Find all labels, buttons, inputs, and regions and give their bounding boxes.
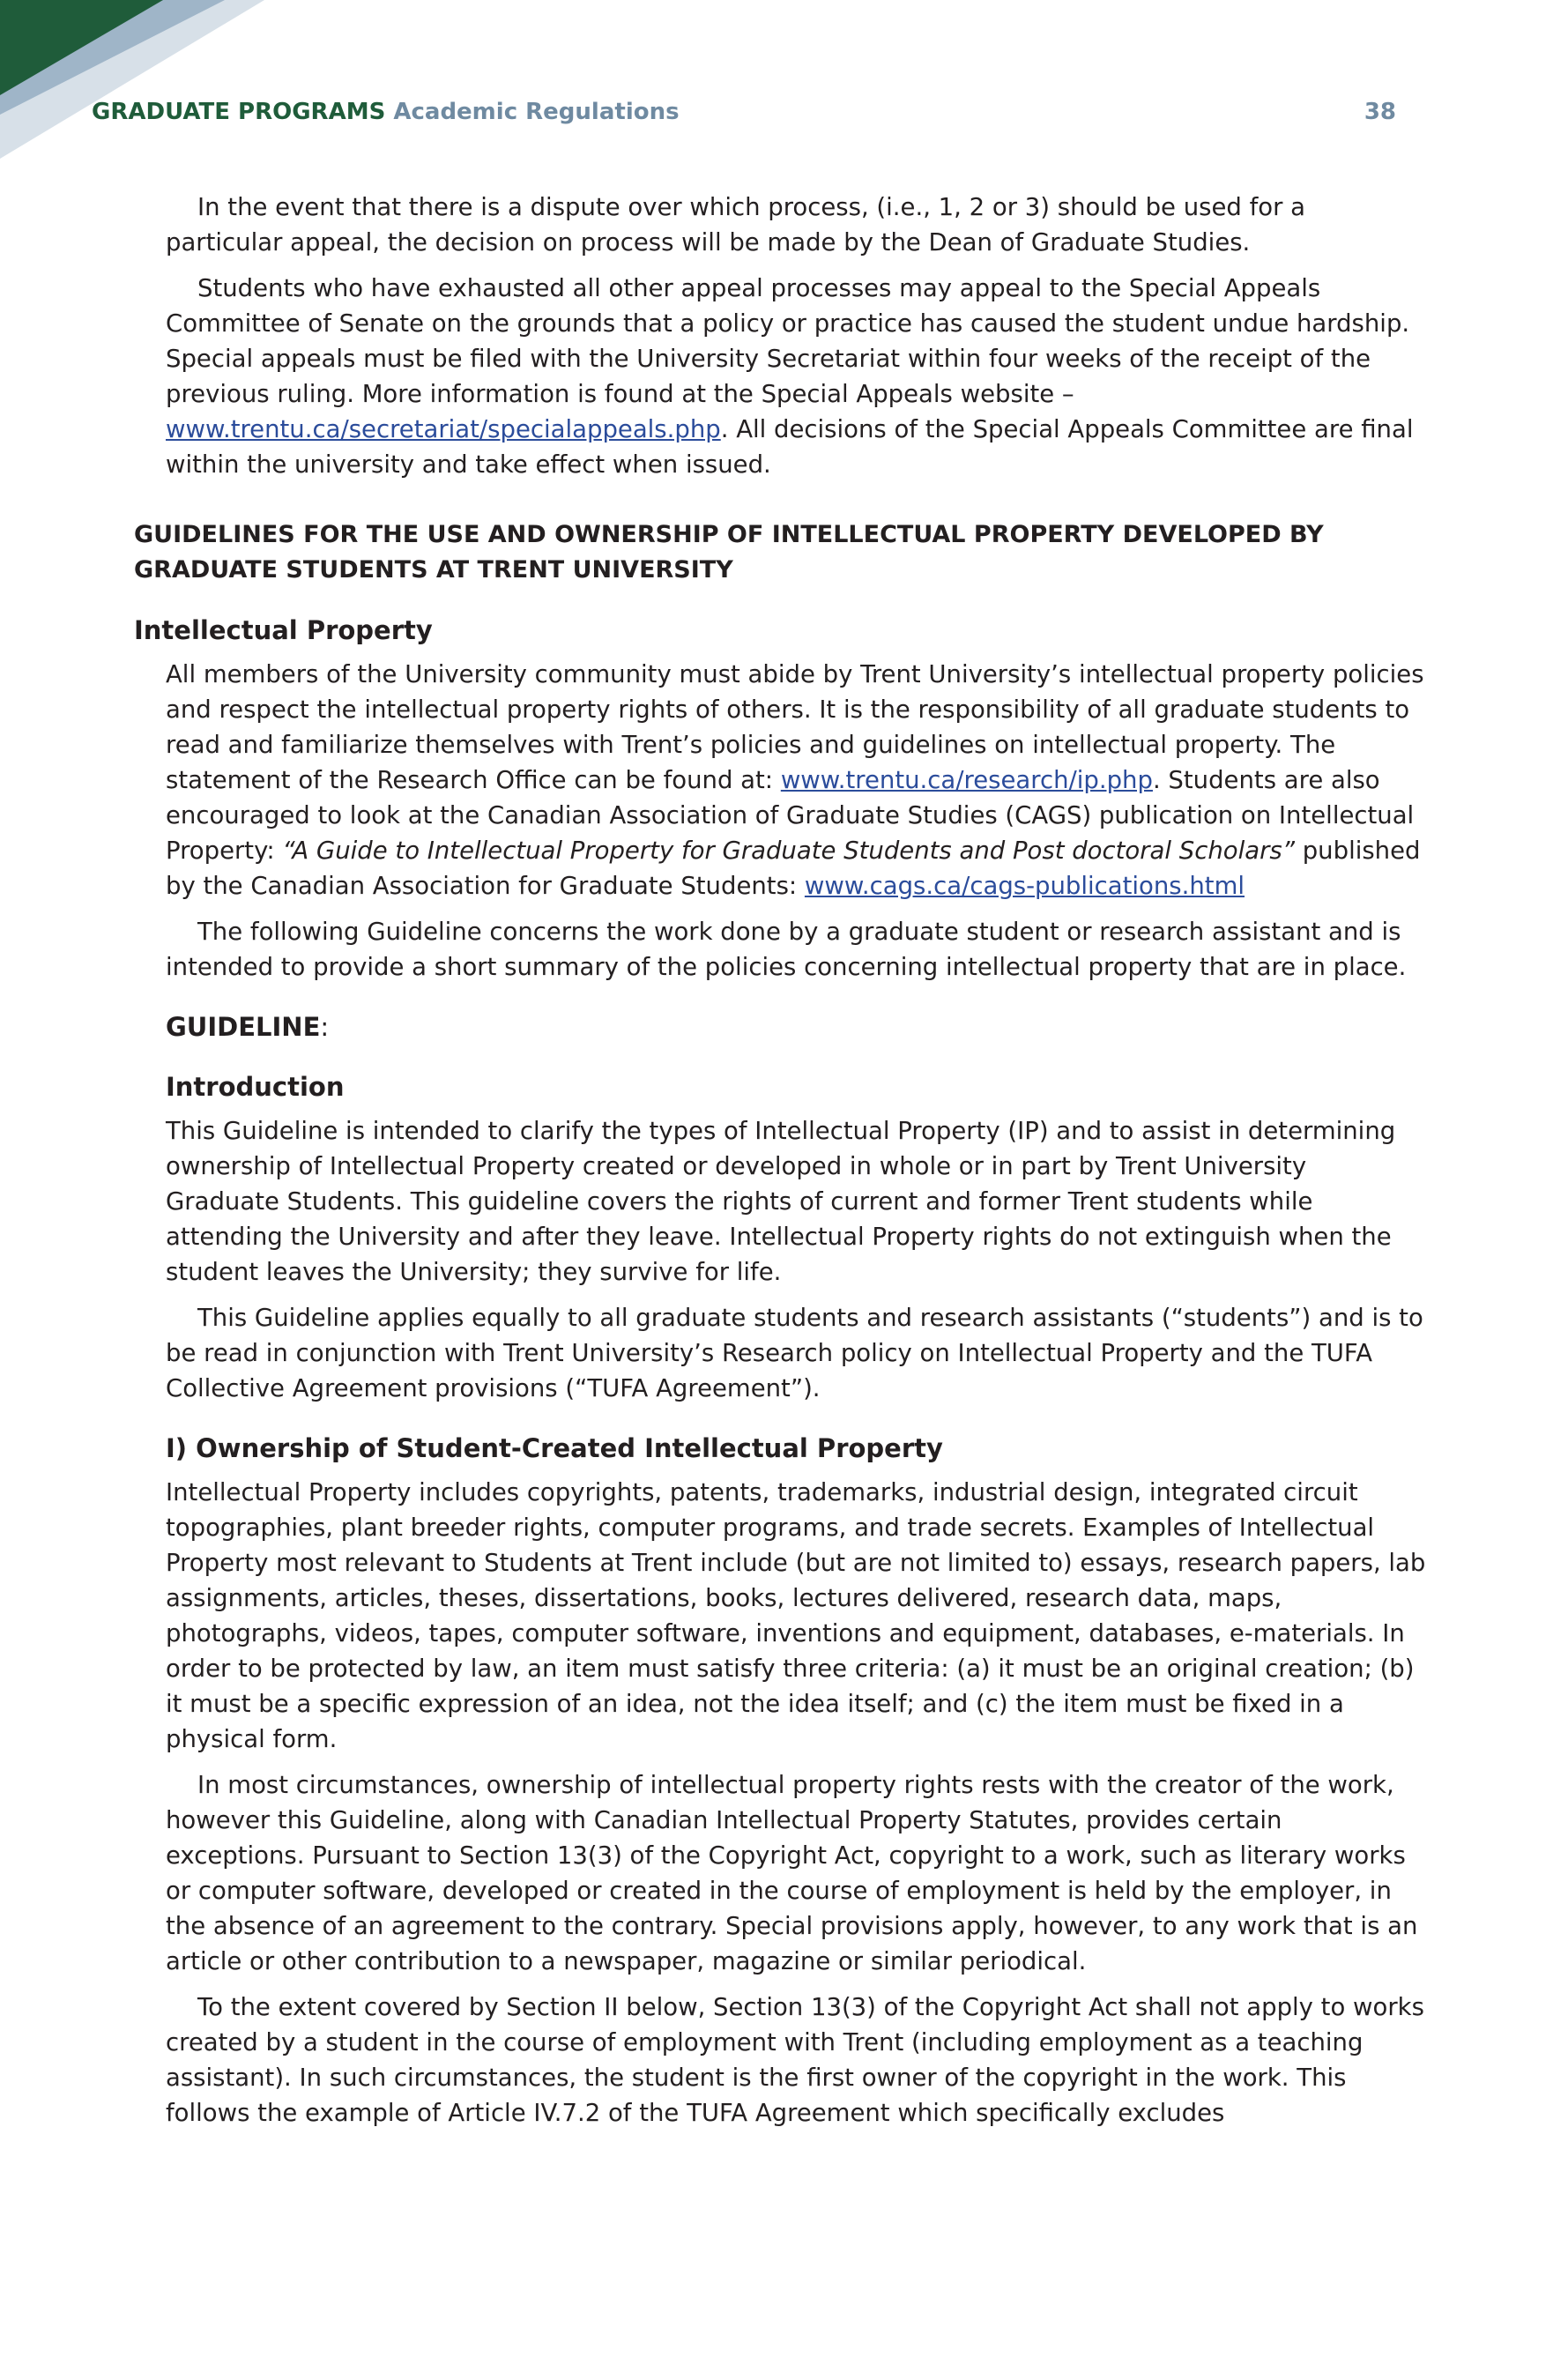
publication-title: “A Guide to Intellectual Property for Graduate Students and Post doctoral Scholars” (282, 837, 1295, 865)
running-header (92, 99, 1396, 125)
paragraph-following-guideline: The following Guideline concerns the work done by a graduate student or research assistant and is intended to provide a short summary of the policies concerning intellectual property that are in place. (166, 918, 1407, 981)
header-title (92, 99, 680, 125)
header-program: GRADUATE PROGRAMS (92, 99, 386, 125)
research-ip-link[interactable]: www.trentu.ca/research/ip.php (780, 766, 1153, 794)
text-span: published by the Canadian Association for Graduate Students: (166, 837, 1421, 900)
text-span: . All decisions of the Special Appeals Committee are final within the university and take effect when issued. (166, 415, 1414, 479)
guidelines-heading: GUIDELINES FOR THE USE AND OWNERSHIP OF INTELLECTUAL PROPERTY DEVELOPED BY GRADUATE STUDENTS AT TRENT UNIVERSITY (134, 521, 1324, 584)
introduction-heading: Introduction (166, 1072, 345, 1102)
header-section: Academic Regulations (393, 99, 680, 125)
paragraph-ip-policies (166, 657, 1426, 904)
paragraph-applies-equally: This Guideline applies equally to all graduate students and research assistants (“students”) and is to be read in conjunction with Trent University’s Research policy on Intellectual Property and the TUFA Collective Agreement provisions (“TUFA Agreement”). (166, 1304, 1423, 1402)
guideline-heading (166, 1009, 1426, 1045)
paragraph-ip-includes: Intellectual Property includes copyrights, patents, trademarks, industrial design, integrated circuit topographies, plant breeder rights, computer programs, and trade secrets. Examples of Intellectual Property most relevant to Students at Trent include (but are not limited to) essays, research papers, lab assignments, articles, theses, dissertations, books, lectures delivered, research data, maps, photographs, videos, tapes, computer software, inventions and equipment, databases, e-materials. In order to be protected by law, an item must satisfy three criteria: (a) it must be an original creation; (b) it must be a specific expression of an idea, not the idea itself; and (c) the item must be fixed in a physical form. (166, 1478, 1426, 1753)
text-span: Students who have exhausted all other appeal processes may appeal to the Special Appeals Committee of Senate on the grounds that a policy or practice has caused the student undue hardship. Special appeals must be filed with the University Secretariat within four weeks of the receipt of the previous ruling. More information is found at the Special Appeals website – (166, 274, 1410, 408)
paragraph-ownership-rests: In most circumstances, ownership of intellectual property rights rests with the creator of the work, however this Guideline, along with Canadian Intellectual Property Statutes, provides certain exceptions. Pursuant to Section 13(3) of the Copyright Act, copyright to a work, such as literary works or computer software, developed or created in the course of employment is held by the employer, in the absence of an agreement to the contrary. Special provisions apply, however, to any work that is an article or other contribution to a newspaper, magazine or similar periodical. (166, 1771, 1418, 1975)
guideline-label: GUIDELINE (166, 1012, 321, 1042)
paragraph-section-13-3: To the extent covered by Section II below, Section 13(3) of the Copyright Act shall not apply to works created by a student in the course of employment with Trent (including employment as a teaching assistant). In such circumstances, the student is the first owner of the copyright in the work. This follows the example of Article IV.7.2 of the TUFA Agreement which specifically excludes (166, 1993, 1424, 2127)
paragraph-introduction: This Guideline is intended to clarify the types of Intellectual Property (IP) and to assist in determining ownership of Intellectual Property created or developed in whole or in part by Trent University Graduate Students. This guideline covers the rights of current and former Trent students while attending the University and after they leave. Intellectual Property rights do not extinguish when the student leaves the University; they survive for life. (166, 1117, 1396, 1286)
page-body (134, 190, 1426, 2141)
ip-heading: Intellectual Property (134, 615, 433, 645)
text-span: All members of the University community must abide by Trent University’s intellectual property policies and respect the intellectual property rights of others. It is the responsibility of all graduate students to read and familiarize themselves with Trent’s policies and guidelines on intellectual property. The statement of the Research Office can be found at: (166, 660, 1424, 794)
page-number: 38 (1364, 99, 1396, 125)
paragraph-dispute: In the event that there is a dispute over which process, (i.e., 1, 2 or 3) should be used for a particular appeal, the decision on process will be made by the Dean of Graduate Studies. (166, 193, 1305, 257)
special-appeals-link[interactable]: www.trentu.ca/secretariat/specialappeals.php (166, 415, 721, 443)
cags-publications-link[interactable]: www.cags.ca/cags-publications.html (804, 872, 1245, 900)
guideline-colon: : (320, 1012, 330, 1042)
paragraph-special-appeals (166, 271, 1426, 482)
text-span: . Students are also encouraged to look at the Canadian Association of Graduate Studies (CAGS) publication on Intellectual Property: (166, 766, 1415, 865)
corner-decoration (0, 0, 264, 159)
section1-heading: I) Ownership of Student-Created Intellectual Property (166, 1433, 943, 1463)
